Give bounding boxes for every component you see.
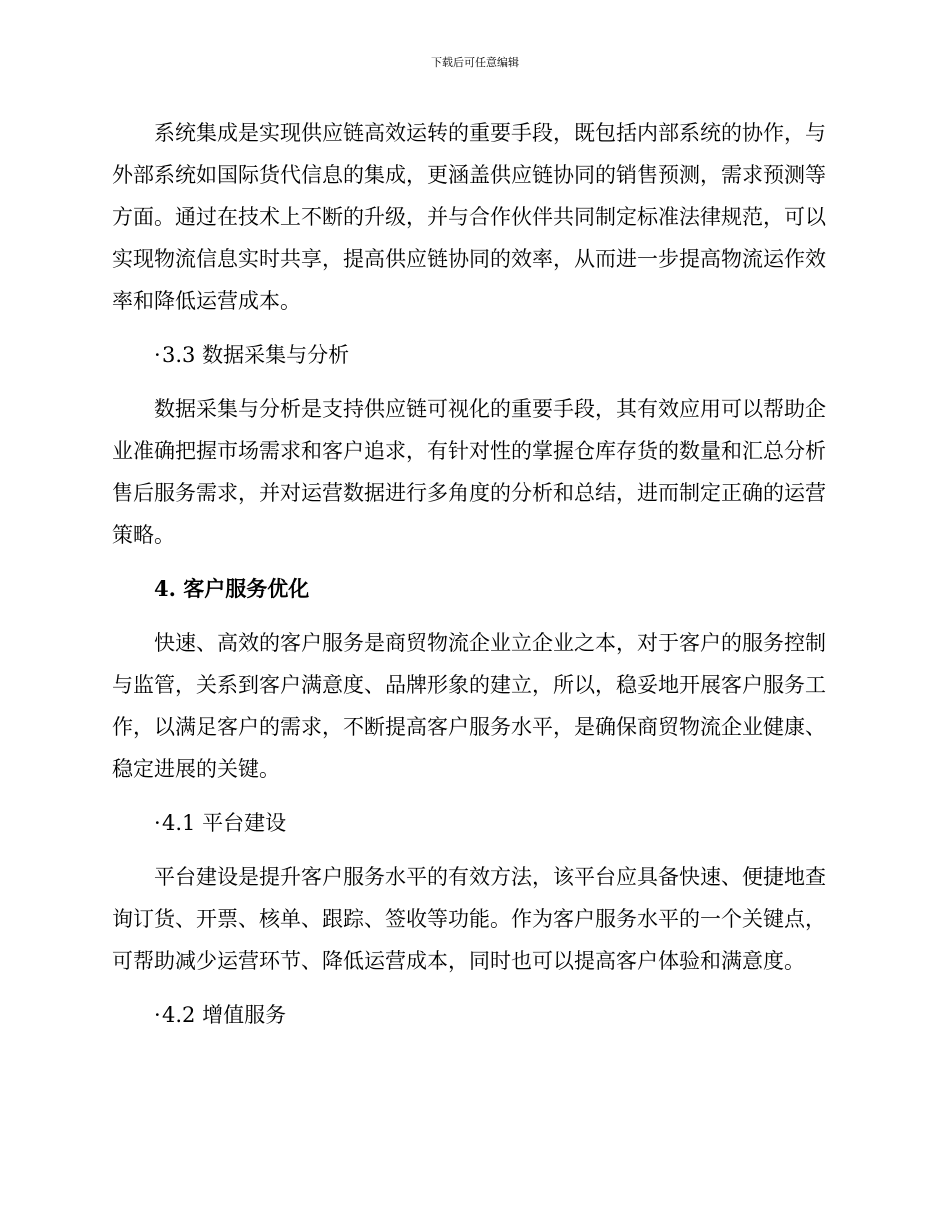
spacer bbox=[112, 790, 834, 802]
document-body bbox=[112, 112, 834, 1036]
paragraph-platform: 平台建设是提升客户服务水平的有效方法，该平台应具备快速、便捷地查询订货、开票、核单、跟踪、签收等功能。作为客户服务水平的一个关键点，可帮助减少运营环节、降低运营成本，同时也可以提高客户体验和满意度。 bbox=[112, 865, 826, 973]
bullet-icon: · bbox=[154, 343, 161, 367]
heading-4-customer-service: 4. 客户服务优化 bbox=[154, 576, 310, 601]
subheading-4-1-text: 4.1 平台建设 bbox=[162, 811, 287, 835]
spacer bbox=[112, 376, 834, 388]
page-header: 下载后可任意编辑 bbox=[431, 56, 519, 69]
subheading-4-2 bbox=[112, 994, 834, 1036]
spacer bbox=[112, 982, 834, 994]
spacer bbox=[112, 610, 834, 622]
paragraph-customer-service: 快速、高效的客户服务是商贸物流企业立企业之本，对于客户的服务控制与监管，关系到客户满意度、品牌形象的建立，所以，稳妥地开展客户服务工作，以满足客户的需求，不断提高客户服务水平，是确保商贸物流企业健康、稳定进展的关键。 bbox=[112, 631, 826, 781]
spacer bbox=[112, 556, 834, 568]
subheading-4-2-text: 4.2 增值服务 bbox=[162, 1003, 287, 1027]
bullet-icon: · bbox=[154, 1003, 161, 1027]
subheading-3-3 bbox=[112, 334, 834, 376]
bullet-icon: · bbox=[154, 811, 161, 835]
subheading-4-1 bbox=[112, 802, 834, 844]
paragraph-data-collection: 数据采集与分析是支持供应链可视化的重要手段，其有效应用可以帮助企业准确把握市场需求和客户追求，有针对性的掌握仓库存货的数量和汇总分析售后服务需求，并对运营数据进行多角度的分析和总结，进而制定正确的运营策略。 bbox=[112, 397, 826, 547]
spacer bbox=[112, 844, 834, 856]
spacer bbox=[112, 322, 834, 334]
subheading-3-3-text: 3.3 数据采集与分析 bbox=[162, 343, 350, 367]
paragraph-system-integration: 系统集成是实现供应链高效运转的重要手段，既包括内部系统的协作，与外部系统如国际货代信息的集成，更涵盖供应链协同的销售预测，需求预测等方面。通过在技术上不断的升级，并与合作伙伴共同制定标准法律规范，可以实现物流信息实时共享，提高供应链协同的效率，从而进一步提高物流运作效率和降低运营成本。 bbox=[112, 121, 826, 313]
